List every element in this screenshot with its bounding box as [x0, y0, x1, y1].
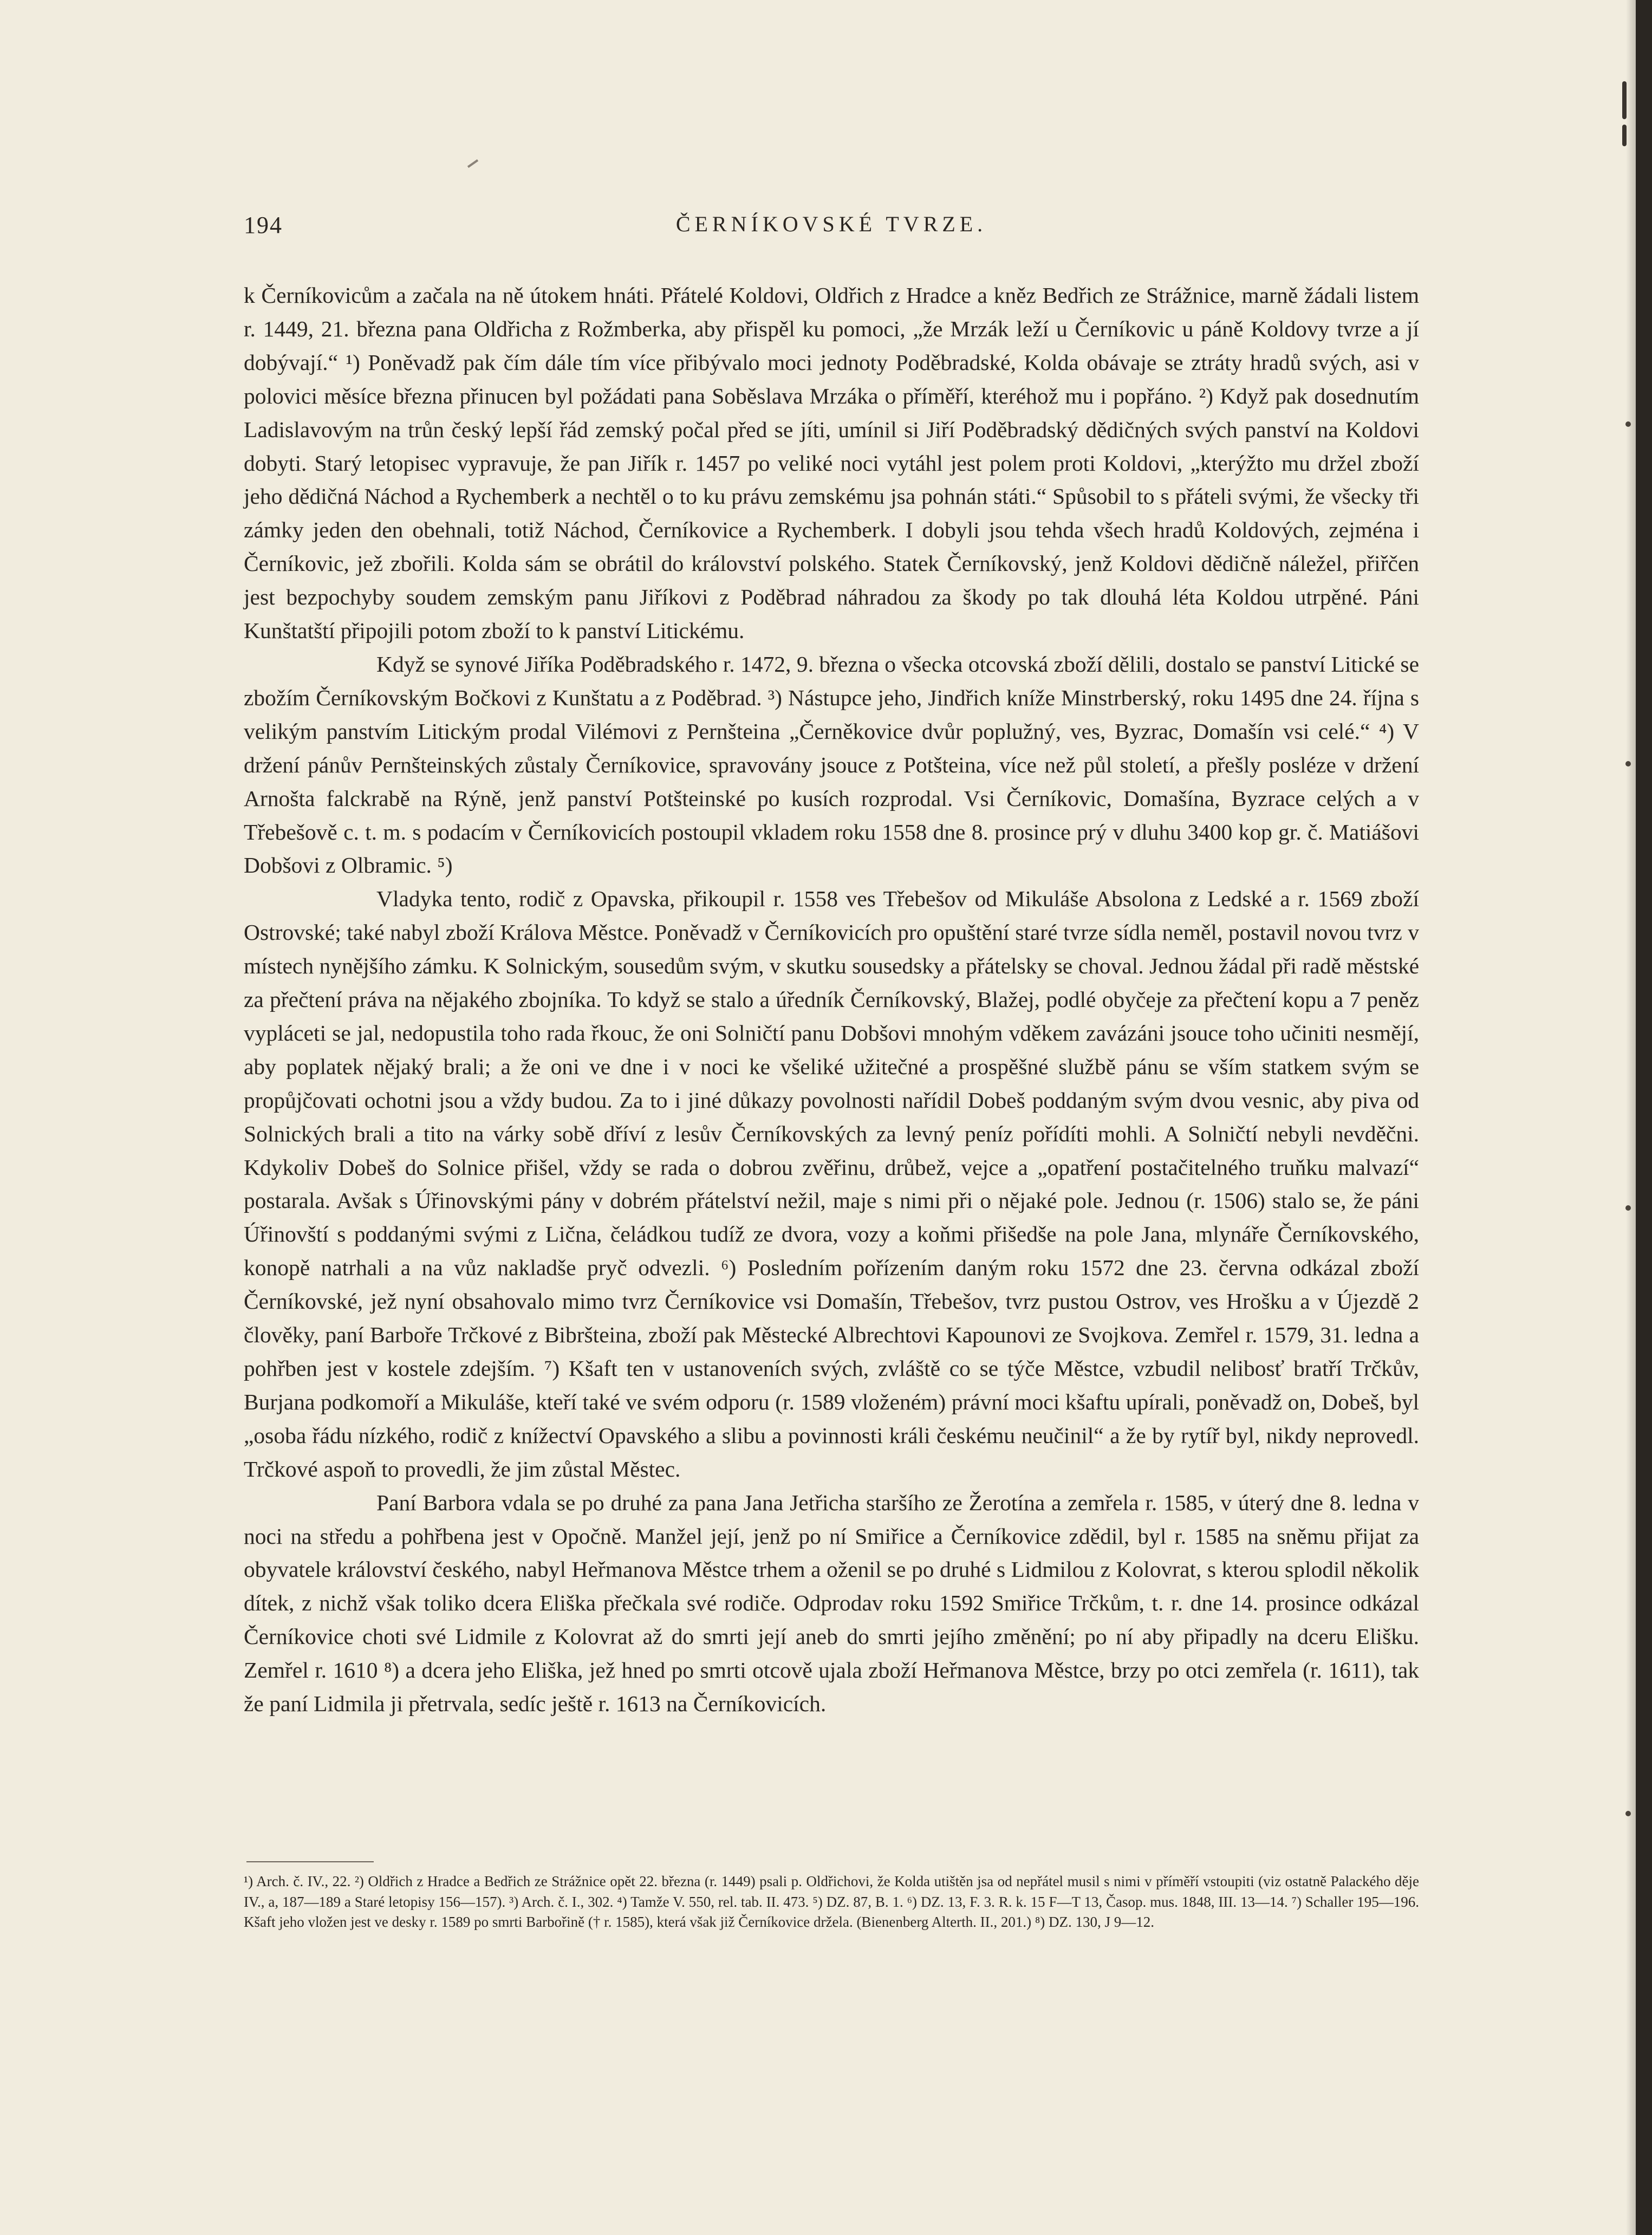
margin-mark	[1622, 81, 1627, 119]
paragraph: Když se synové Jiříka Poděbradského r. 1472, 9. března o všecka otcovská zboží dělili, dostalo se panství Litické se zbožím Černíkovským Bočkovi z Kunštatu a z Poděbrad. ³) Nástupce jeho, Jindřich kníže Minstrberský, roku 1495 dne 24. října s velikým panstvím Litickým prodal Vilémovi z Pernšteina „Černěkovice dvůr poplužný, ves, Byzrac, Domašín vsi celé.“ ⁴) V držení pánův Pernšteinských zůstaly Černíkovice, spravovány jsouce z Potšteina, více než půl století, a přešly posléze v držení Arnošta falckrabě na Rýně, jenž panství Potšteinské po kusích rozprodal. Vsi Černíkovic, Domašína, Byzrace celých a v Třebešově c. t. m. s podacím v Černíkovicích postoupil vkladem roku 1558 dne 8. prosince prý v dluhu 3400 kop gr. č. Matiášovi Dobšovi z Olbramic. ⁵)	[244, 651, 1419, 878]
page-number: 194	[244, 212, 283, 238]
binding-edge	[1636, 0, 1652, 2235]
paragraph: Vladyka tento, rodič z Opavska, přikoupil r. 1558 ves Třebešov od Mikuláše Absolona z Ledské a r. 1569 zboží Ostrovské; také nabyl zboží Králova Městce. Poněvadž v Černíkovicích pro opuštění staré tvrze sídla neměl, postavil novou tvrz v místech nynějšího zámku. K Solnickým, sousedům svým, v skutku sousedsky a přátelsky se choval. Jednou žádal při radě městské za přečtení práva na nějakého zbojníka. To když se stalo a úředník Černíkovský, Blažej, podlé obyčeje za přečtení kopu a 7 peněz vypláceti se jal, nedopustila toho rada řkouc, že oni Solničtí panu Dobšovi mnohým vděkem zavázáni jsouce toho učiniti nesmějí, aby poplatek nějaký brali; a že oni ve dne i v noci ke všeliké užitečné a prospěšné službě pánu se vším statkem svým se propůjčovati ochotni jsou a vždy budou. Za to i jiné důkazy povolnosti nařídil Dobeš poddaným svým dvou vesnic, aby piva od Solnických brali a tito na várky sobě dříví z lesův Černíkovských za levný peníz pořídíti mohli. A Solničtí nebyli nevděčni. Kdykoliv Dobeš do Solnice přišel, vždy se rada o dobrou zvěřinu, drůbež, vejce a „opatření postačitelného truňku malvazí“ postarala. Avšak s Úřinovskými pány v dobrém přátelství nežil, maje s nimi při o nějaké pole. Jednou (r. 1506) stalo se, že páni Úřinovští s poddanými svými z Lična, čeládkou tudíž ze dvora, vozy a koňmi přišedše na pole Jana, mlynáře Černíkovského, konopě natrhali a na vůz nakladše pryč odvezli. ⁶) Posledním pořízením daným roku 1572 dne 23. června odkázal zboží Černíkovské, jež nyní obsahovalo mimo tvrz Černíkovice vsi Domašín, Třebešov, tvrz pustou Ostrov, ves Hrošku a v Újezdě 2 člověky, paní Barboře Trčkové z Bibršteina, zboží pak Městecké Albrechtovi Kapounovi ze Svojkova. Zemřel r. 1579, 31. ledna a pohřben jest v kostele zdejším. ⁷) Kšaft ten v ustanoveních svých, zvláště co se týče Městce, vzbudil nelibosť bratří Trčkův, Burjana podkomoří a Mikuláše, kteří také ve svém odporu (r. 1589 vloženém) právní moci kšaftu upírali, poněvadž on, Dobeš, byl „osoba řádu nízkého, rodič z knížectví Opavského a slibu a povinnosti králi českému neučinil“ a že by rytíř byl, nikdy neprovedl. Trčkové aspoň to provedli, že jim zůstal Městec.	[244, 886, 1419, 1482]
body-text	[244, 279, 1419, 1721]
margin-speck	[1625, 761, 1631, 766]
stray-mark	[467, 159, 478, 168]
margin-speck	[1625, 421, 1631, 427]
page-header	[244, 211, 1419, 244]
running-title: ČERNÍKOVSKÉ TVRZE.	[675, 212, 987, 236]
margin-speck	[1625, 1205, 1631, 1211]
binding-shadow	[1626, 0, 1636, 2235]
paragraph: Paní Barbora vdala se po druhé za pana Jana Jetřicha staršího ze Žerotína a zemřela r. 1585, v úterý dne 8. ledna v noci na středu a pohřbena jest v Opočně. Manžel její, jenž po ní Smiřice a Černíkovice zdědil, byl r. 1585 na sněmu přijat za obyvatele království českého, nabyl Heřmanova Městce trhem a oženil se po druhé s Lidmilou z Kolovrat, s kterou splodil několik dítek, z nichž však toliko dcera Eliška přečkala své rodiče. Odprodav roku 1592 Smiřice Trčkům, t. r. dne 14. prosince odkázal Černíkovice choti své Lidmile z Kolovrat až do smrti její aneb do smrti jejího změnění; po ní aby připadly na dceru Elišku. Zemřel r. 1610 ⁸) a dcera jeho Eliška, jež hned po smrti otcově ujala zboží Heřmanova Městce, brzy po otci zemřela (r. 1611), tak že paní Lidmila ji přetrvala, sedíc ještě r. 1613 na Černíkovicích.	[244, 1490, 1419, 1717]
margin-speck	[1625, 1811, 1631, 1816]
footnotes: ¹) Arch. č. IV., 22. ²) Oldřich z Hradce a Bedřich ze Strážnice opět 22. března (r. 1449) psali p. Oldřichovi, že Kolda utištěn jsa od nepřátel musil s nimi v příměří vstoupiti (viz ostatně Palackého děje IV., a, 187—189 a Staré letopisy 156—157). ³) Arch. č. I., 302. ⁴) Tamže V. 550, rel. tab. II. 473. ⁵) DZ. 87, B. 1. ⁶) DZ. 13, F. 3. R. k. 15 F—T 13, Časop. mus. 1848, III. 13—14. ⁷) Schaller 195—196. Kšaft jeho vložen jest ve desky r. 1589 po smrti Barbořině († r. 1585), která však již Černíkovice držela. (Bienenberg Alterth. II., 201.) ⁸) DZ. 130, J 9—12.	[244, 1873, 1419, 1930]
margin-mark	[1622, 125, 1627, 146]
paragraph: k Černíkovicům a začala na ně útokem hnáti. Přátelé Koldovi, Oldřich z Hradce a kněz Bedřich ze Strážnice, marně žádali listem r. 1449, 21. března pana Oldřicha z Rožmberka, aby přispěl ku pomoci, „že Mrzák leží u Černíkovic u páně Koldovy tvrze a jí dobývají.“ ¹) Poněvadž pak čím dále tím více přibývalo moci jednoty Poděbradské, Kolda obávaje se ztráty hradů svých, asi v polovici měsíce března přinucen byl požádati pana Soběslava Mrzáka o příměří, kteréhož mu i popřáno. ²) Když pak dosednutím Ladislavovým na trůn český lepší řád zemský počal před se jíti, umínil si Jiří Poděbradský dědičných svých panství na Koldovi dobyti. Starý letopisec vypravuje, že pan Jiřík r. 1457 po veliké noci vytáhl jest polem proti Koldovi, „kterýžto mu držel zboží jeho dědičná Náchod a Rychemberk a nechtěl o to ku právu zemskému jsa pohnán státi.“ Spůsobil to s přáteli svými, že všecky tři zámky jeden den obehnali, totiž Náchod, Černíkovice a Rychemberk. I dobyli jsou tehda všech hradů Koldových, zejména i Černíkovic, jež zbořili. Kolda sám se obrátil do království polského. Statek Černíkovský, jenž Koldovi dědičně náležel, přiřčen jest bezpochyby soudem zemským panu Jiříkovi z Poděbrad náhradou za škody po tak dlouhá léta Koldou utrpěné. Páni Kunštatští připojili potom zboží to k panství Litickému.	[244, 283, 1419, 644]
footnote-divider	[246, 1861, 374, 1862]
